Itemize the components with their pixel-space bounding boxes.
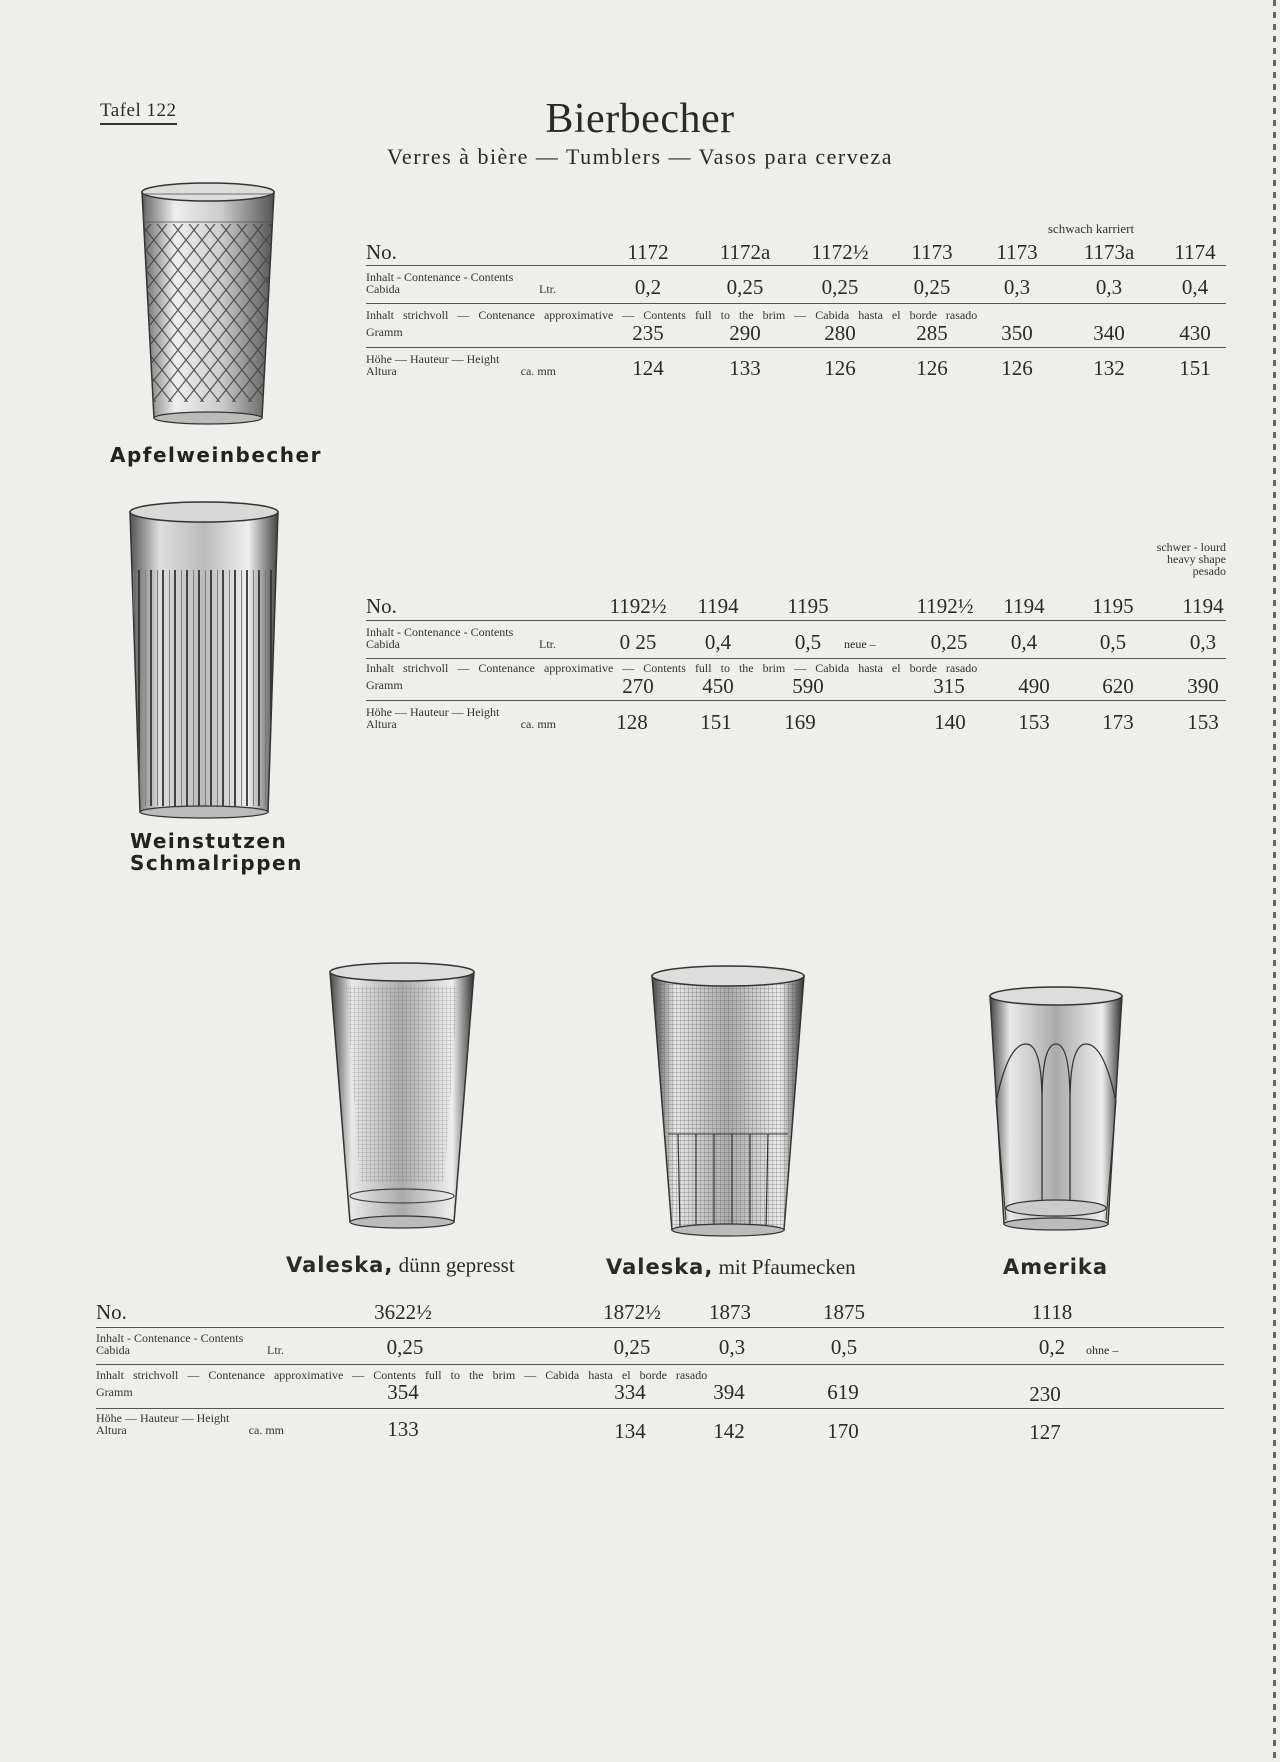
inhalt-value: 0,25 bbox=[913, 275, 951, 299]
inhalt-value: 0,4 bbox=[1010, 630, 1038, 654]
item-number: 1172½ bbox=[811, 240, 869, 264]
table-rule bbox=[96, 1327, 1224, 1328]
inhalt-unit: Ltr. bbox=[539, 637, 556, 651]
valeska-name: Valeska, bbox=[286, 1253, 394, 1277]
gramm-value: 590 bbox=[792, 674, 824, 698]
gramm-value: 230 bbox=[1029, 1382, 1061, 1406]
no-label: No. bbox=[366, 594, 397, 618]
inhalt-unit: Ltr. bbox=[267, 1343, 284, 1357]
hoehe-label-line1: Höhe — Hauteur — Height bbox=[366, 705, 500, 719]
gramm-value: 334 bbox=[614, 1380, 646, 1404]
hoehe-value: 133 bbox=[387, 1417, 419, 1441]
hoehe-label-line2: Altura bbox=[366, 364, 397, 378]
inhalt-value: 0,5 bbox=[1099, 630, 1127, 654]
note-line1: schwer - lourd bbox=[1156, 540, 1226, 554]
valeska-duenn-caption bbox=[286, 1253, 515, 1278]
valeska-desc: mit Pfaumecken bbox=[718, 1255, 856, 1279]
table-rule bbox=[366, 620, 1226, 621]
valeska-duenn-glass-illustration bbox=[326, 960, 478, 1232]
amerika-name: Amerika bbox=[1003, 1255, 1109, 1279]
hoehe-value: 128 bbox=[616, 710, 648, 734]
inhalt-value: 0,3 bbox=[718, 1335, 746, 1359]
hoehe-value: 153 bbox=[1187, 710, 1219, 734]
item-number: 3622½ bbox=[374, 1300, 432, 1324]
valeska-pfaumecken-caption bbox=[606, 1255, 856, 1280]
gramm-value: 235 bbox=[632, 321, 664, 345]
inhalt-label bbox=[366, 271, 556, 295]
inhalt-value: 0,25 bbox=[613, 1335, 651, 1359]
hoehe-value: 151 bbox=[700, 710, 732, 734]
hoehe-unit: ca. mm bbox=[520, 717, 556, 731]
hoehe-label bbox=[366, 353, 556, 377]
inhalt-label bbox=[96, 1332, 284, 1356]
table-rule bbox=[96, 1364, 1224, 1365]
gramm-label: Gramm bbox=[96, 1385, 133, 1399]
item-number: 1872½ bbox=[603, 1300, 661, 1324]
schwer-lourd-note bbox=[1080, 541, 1226, 577]
inhalt-unit: Ltr. bbox=[539, 282, 556, 296]
item-number: 1873 bbox=[709, 1300, 751, 1324]
page-title: Bierbecher bbox=[545, 96, 735, 142]
weinstutzen-caption-line2: Schmalrippen bbox=[130, 851, 303, 875]
page-subtitle: Verres à bière — Tumblers — Vasos para cerveza bbox=[386, 144, 893, 169]
inhalt-label-line2: Cabida bbox=[96, 1343, 130, 1357]
hoehe-label-line2: Altura bbox=[366, 717, 397, 731]
item-number: 1173 bbox=[996, 240, 1038, 264]
inhalt-value: 0,3 bbox=[1003, 275, 1031, 299]
table-rule bbox=[366, 700, 1226, 701]
gramm-value: 619 bbox=[827, 1380, 859, 1404]
table-rule bbox=[366, 265, 1226, 266]
apfelweinbecher-glass-illustration bbox=[138, 180, 278, 432]
item-number: 1194 bbox=[697, 594, 739, 618]
gramm-value: 390 bbox=[1187, 674, 1219, 698]
inhalt-label-line1: Inhalt - Contenance - Contents bbox=[96, 1331, 244, 1345]
item-number: 1194 bbox=[1182, 594, 1224, 618]
apfelweinbecher-caption: Apfelweinbecher bbox=[110, 443, 322, 467]
weinstutzen-caption bbox=[130, 830, 303, 874]
inhalt-value: 0,25 bbox=[821, 275, 859, 299]
gramm-value: 490 bbox=[1018, 674, 1050, 698]
no-label: No. bbox=[366, 240, 397, 264]
item-number: 1192½ bbox=[609, 594, 667, 618]
no-label: No. bbox=[96, 1300, 127, 1324]
inhalt-value: 0,25 bbox=[930, 630, 968, 654]
gramm-value: 354 bbox=[387, 1380, 419, 1404]
hoehe-label-line1: Höhe — Hauteur — Height bbox=[96, 1411, 230, 1425]
valeska-pfaumecken-glass-illustration bbox=[648, 964, 808, 1240]
inhalt-value: 0,25 bbox=[386, 1335, 424, 1359]
inhalt-value: 0,4 bbox=[1181, 275, 1209, 299]
inhalt-label-line2: Cabida bbox=[366, 282, 400, 296]
gramm-value: 290 bbox=[729, 321, 761, 345]
hoehe-value: 124 bbox=[632, 356, 664, 380]
hoehe-label bbox=[96, 1412, 284, 1436]
hoehe-value: 151 bbox=[1179, 356, 1211, 380]
gramm-value: 280 bbox=[824, 321, 856, 345]
item-number: 1173 bbox=[911, 240, 953, 264]
hoehe-value: 126 bbox=[1001, 356, 1033, 380]
gramm-value: 430 bbox=[1179, 321, 1211, 345]
valeska-desc: dünn gepresst bbox=[398, 1253, 515, 1277]
inhalt-value: 0,2 bbox=[634, 275, 662, 299]
item-number: 1194 bbox=[1003, 594, 1045, 618]
hoehe-value: 132 bbox=[1093, 356, 1125, 380]
hoehe-value: 140 bbox=[934, 710, 966, 734]
inhalt-value: 0,3 bbox=[1095, 275, 1123, 299]
inhalt-label bbox=[366, 626, 556, 650]
full-to-brim-label: Inhalt strichvoll — Contenance approximative — Contents full to the brim — Cabida hasta el borde rasado bbox=[366, 308, 978, 322]
inhalt-label-line1: Inhalt - Contenance - Contents bbox=[366, 625, 514, 639]
gramm-value: 394 bbox=[713, 1380, 745, 1404]
inhalt-value: 0,5 bbox=[794, 630, 822, 654]
item-number: 1172 bbox=[627, 240, 669, 264]
gramm-value: 315 bbox=[933, 674, 965, 698]
note-line2: heavy shape bbox=[1167, 552, 1226, 566]
hoehe-label bbox=[366, 706, 556, 730]
item-number: 1172a bbox=[719, 240, 771, 264]
hoehe-value: 133 bbox=[729, 356, 761, 380]
item-number: 1195 bbox=[787, 594, 829, 618]
hoehe-unit: ca. mm bbox=[520, 364, 556, 378]
inhalt-value: 0,3 bbox=[1189, 630, 1217, 654]
hoehe-value: 126 bbox=[824, 356, 856, 380]
gramm-value: 340 bbox=[1093, 321, 1125, 345]
gramm-value: 270 bbox=[622, 674, 654, 698]
full-to-brim-label: Inhalt strichvoll — Contenance approximative — Contents full to the brim — Cabida hasta el borde rasado bbox=[366, 661, 978, 675]
hoehe-value: 134 bbox=[614, 1419, 646, 1443]
neue-note: neue – bbox=[844, 637, 876, 651]
hoehe-value: 126 bbox=[916, 356, 948, 380]
hoehe-value: 142 bbox=[713, 1419, 745, 1443]
ohne-note: ohne – bbox=[1086, 1343, 1119, 1357]
inhalt-value: 0,5 bbox=[830, 1335, 858, 1359]
table-rule bbox=[366, 303, 1226, 304]
item-number: 1195 bbox=[1092, 594, 1134, 618]
table-rule bbox=[366, 347, 1226, 348]
item-number: 1118 bbox=[1031, 1300, 1073, 1324]
table-rule bbox=[96, 1408, 1224, 1409]
plate-number: Tafel 122 bbox=[100, 100, 177, 125]
item-number: 1875 bbox=[823, 1300, 865, 1324]
schwach-karriert-note: schwach karriert bbox=[1047, 221, 1135, 236]
page-edge-perforation bbox=[1273, 0, 1276, 1762]
gramm-label: Gramm bbox=[366, 325, 403, 339]
item-number: 1192½ bbox=[916, 594, 974, 618]
item-number: 1173a bbox=[1083, 240, 1135, 264]
item-number: 1174 bbox=[1174, 240, 1216, 264]
inhalt-value: 0 25 bbox=[619, 630, 657, 654]
inhalt-label-line2: Cabida bbox=[366, 637, 400, 651]
hoehe-value: 169 bbox=[784, 710, 816, 734]
note-line3: pesado bbox=[1192, 564, 1226, 578]
inhalt-value: 0,25 bbox=[726, 275, 764, 299]
gramm-value: 450 bbox=[702, 674, 734, 698]
gramm-label: Gramm bbox=[366, 678, 403, 692]
hoehe-value: 170 bbox=[827, 1419, 859, 1443]
hoehe-unit: ca. mm bbox=[248, 1423, 284, 1437]
weinstutzen-glass-illustration bbox=[126, 500, 282, 822]
hoehe-value: 173 bbox=[1102, 710, 1134, 734]
hoehe-label-line1: Höhe — Hauteur — Height bbox=[366, 352, 500, 366]
inhalt-label-line1: Inhalt - Contenance - Contents bbox=[366, 270, 514, 284]
weinstutzen-caption-line1: Weinstutzen bbox=[130, 829, 288, 853]
gramm-value: 350 bbox=[1001, 321, 1033, 345]
amerika-caption bbox=[1003, 1255, 1108, 1280]
inhalt-value: 0,4 bbox=[704, 630, 732, 654]
hoehe-value: 127 bbox=[1029, 1420, 1061, 1444]
full-to-brim-label: Inhalt strichvoll — Contenance approximative — Contents full to the brim — Cabida hasta el borde rasado bbox=[96, 1368, 708, 1382]
table-rule bbox=[366, 658, 1226, 659]
gramm-value: 285 bbox=[916, 321, 948, 345]
hoehe-value: 153 bbox=[1018, 710, 1050, 734]
gramm-value: 620 bbox=[1102, 674, 1134, 698]
valeska-name: Valeska, bbox=[606, 1255, 714, 1279]
inhalt-value: 0,2 bbox=[1038, 1335, 1066, 1359]
hoehe-label-line2: Altura bbox=[96, 1423, 127, 1437]
amerika-glass-illustration bbox=[986, 984, 1126, 1234]
